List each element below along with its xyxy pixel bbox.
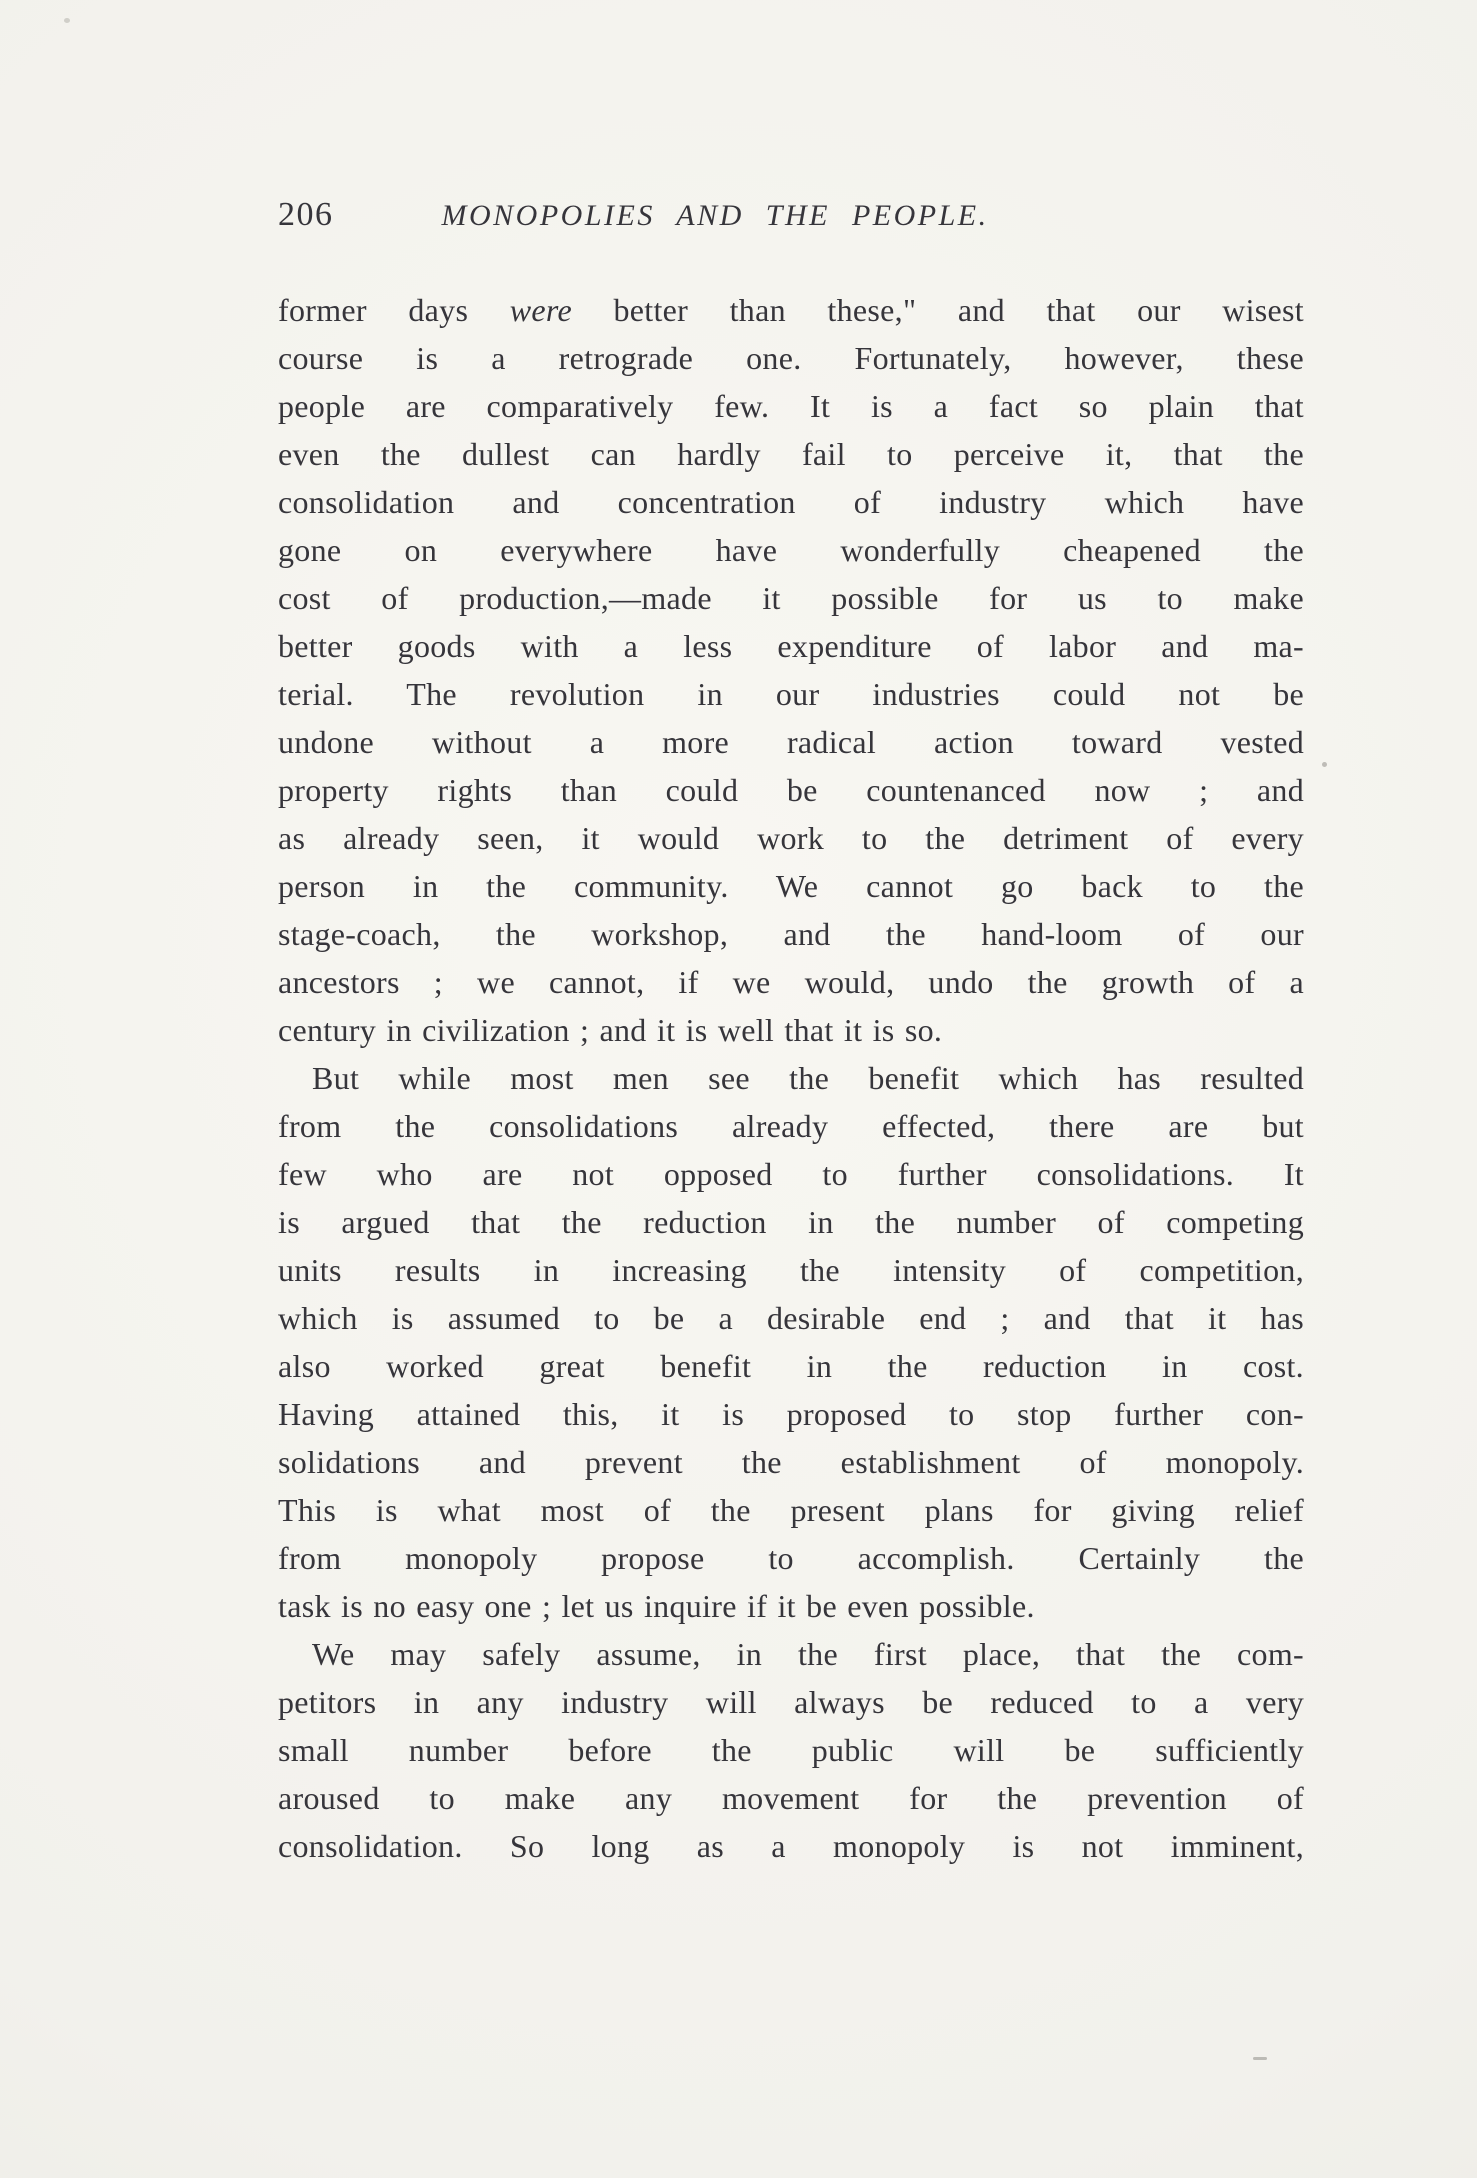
text-line: Having attained this, it is proposed to stop further con- <box>278 1396 1304 1432</box>
text-line: ancestors ; we cannot, if we would, undo the growth of a <box>278 964 1304 1000</box>
text-line: property rights than could be countenanced now ; and <box>278 772 1304 808</box>
text-line: task is no easy one ; let us inquire if it be even possible. <box>278 1588 1035 1624</box>
text-line: We may safely assume, in the first place, that the com- <box>312 1636 1304 1672</box>
text-block <box>278 196 1304 1870</box>
text-line: solidations and prevent the establishment of monopoly. <box>278 1444 1304 1480</box>
text-line: former days were better than these," and that our wisest <box>278 292 1304 328</box>
text-line: better goods with a less expenditure of labor and ma- <box>278 628 1304 664</box>
body-text <box>278 286 1304 1870</box>
text-line: person in the community. We cannot go back to the <box>278 868 1304 904</box>
page-number: 206 <box>278 196 334 233</box>
text-line: also worked great benefit in the reduction in cost. <box>278 1348 1304 1384</box>
paragraph <box>278 286 1304 1054</box>
scan-speck <box>1322 762 1327 767</box>
text-line: century in civilization ; and it is well that it is so. <box>278 1012 943 1048</box>
text-line: few who are not opposed to further consolidations. It <box>278 1156 1304 1192</box>
text-line: units results in increasing the intensity of competition, <box>278 1252 1304 1288</box>
scan-speck <box>1253 2057 1267 2060</box>
running-title: MONOPOLIES AND THE PEOPLE. <box>441 199 989 232</box>
text-line: is argued that the reduction in the number of competing <box>278 1204 1304 1240</box>
text-line: terial. The revolution in our industries could not be <box>278 676 1304 712</box>
text-line: which is assumed to be a desirable end ; and that it has <box>278 1300 1304 1336</box>
text-line: But while most men see the benefit which has resulted <box>312 1060 1304 1096</box>
text-line: course is a retrograde one. Fortunately, however, these <box>278 340 1304 376</box>
text-line: stage-coach, the workshop, and the hand-loom of our <box>278 916 1304 952</box>
text-line: cost of production,—made it possible for us to make <box>278 580 1304 616</box>
text-line: people are comparatively few. It is a fact so plain that <box>278 388 1304 424</box>
text-line: undone without a more radical action toward vested <box>278 724 1304 760</box>
text-line: gone on everywhere have wonderfully cheapened the <box>278 532 1304 568</box>
text-line: This is what most of the present plans for giving relief <box>278 1492 1304 1528</box>
text-line: aroused to make any movement for the prevention of <box>278 1780 1304 1816</box>
text-line: as already seen, it would work to the detriment of every <box>278 820 1304 856</box>
text-line: from monopoly propose to accomplish. Certainly the <box>278 1540 1304 1576</box>
text-line: petitors in any industry will always be reduced to a very <box>278 1684 1304 1720</box>
text-line: even the dullest can hardly fail to perceive it, that the <box>278 436 1304 472</box>
paragraph <box>278 1054 1304 1630</box>
text-line: consolidation. So long as a monopoly is not imminent, <box>278 1828 1304 1864</box>
paragraph <box>278 1630 1304 1870</box>
page-header <box>278 196 1304 248</box>
text-line: small number before the public will be sufficiently <box>278 1732 1304 1768</box>
text-line: consolidation and concentration of industry which have <box>278 484 1304 520</box>
scan-speck <box>64 18 70 23</box>
text-line: from the consolidations already effected, there are but <box>278 1108 1304 1144</box>
